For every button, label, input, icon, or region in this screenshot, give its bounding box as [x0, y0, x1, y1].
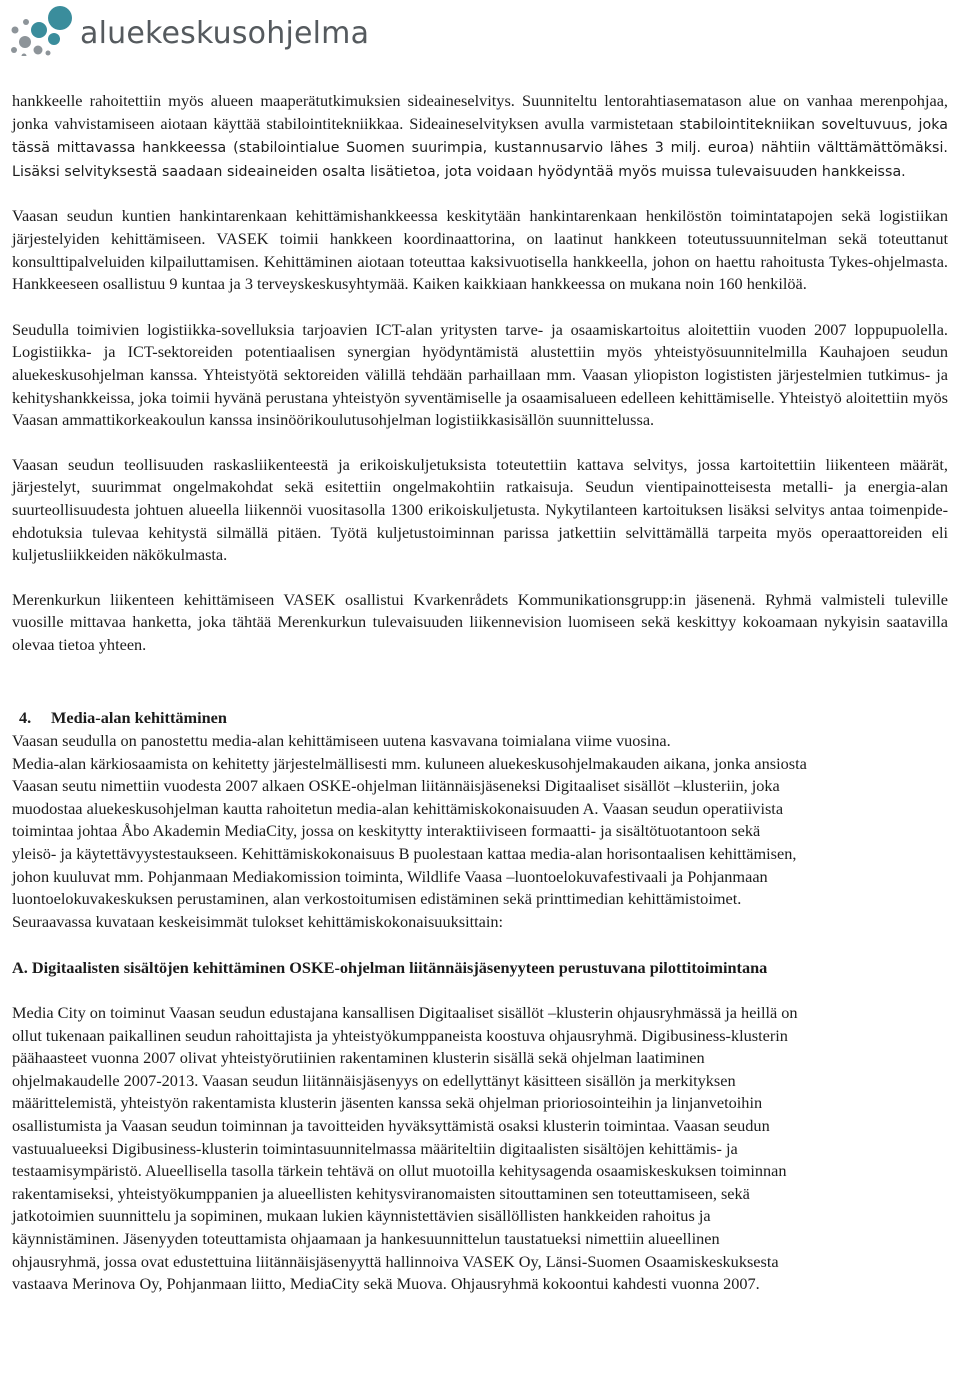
section-4-line: Vaasan seudulla on panostettu media-alan kehittämiseen uutena kasvavana toimialana viime vuosina.	[12, 731, 671, 751]
paragraph-1-part-a: hankkeelle rahoitettiin myös alueen maaperätutkimuksien sideaineselvitys. Suunniteltu lentorahtiasematason alue on vanhaa merenpohjaa, jonka vahvistamiseen aiotaan käyttää stabilointitekniikkaa. Sideaineselvityksen avulla varmistetaan	[12, 91, 948, 133]
section-a-line: rakentamiseksi, yhteistyökumppanien ja alueellisten kehitysviranomaisten sitouttaminen sen toteuttamiseen, sekä	[12, 1183, 750, 1203]
paragraph-5: Merenkurkun liikenteen kehittämiseen VASEK osallistui Kvarkenrådets Kommunikationsgrupp:in jäsenenä. Ryhmä valmisteli tuleville vuosille mittavaa hanketta, joka tähtää Merenkurkun tulevaisuuden liikennevision luomiseen sekä keskittyy kokoamaan nykyisin saatavilla olevaa tietoa yhteen.	[12, 589, 948, 654]
section-4-line: Seuraavassa kuvataan keskeisimmät tulokset kehittämiskokonaisuuksittain:	[12, 911, 504, 931]
aluekeskusohjelma-logo	[10, 4, 369, 58]
section-a-line: käynnistäminen. Jäsenyyden toteuttamista ohjaamaan ja hankesuunnittelun taustatueksi nimettiin alueellinen	[12, 1228, 720, 1248]
section-a-text	[12, 1002, 948, 1296]
section-a-line: vastuualueeksi Digibusiness-klusterin toimintasuunnitelmassa määriteltiin digitaalisten sisältöjen kehittämis- ja	[12, 1138, 738, 1158]
section-a-line: ohjelmakaudelle 2007-2013. Vaasan seudun liitännäisjäsenyys on edellyttänyt käsitteen sisällön ja merkityksen	[12, 1070, 736, 1090]
section-a-line: päähaasteet vuonna 2007 olivat yhteistyörutiinien rakentaminen klusterin sisällä sekä ohjelman laatiminen	[12, 1048, 705, 1068]
paragraph-3: Seudulla toimivien logistiikka-sovelluksia tarjoavien ICT-alan yritysten tarve- ja osaamiskartoitus aloitettiin vuoden 2007 loppupuolella. Logistiikka- ja ICT-sektoreiden potentiaalisen synergian hyödyntämistä alustettiin myös yhteistyösuunnitelmilla Kauhajoen seudun aluekeskusohjelman kanssa. Yhteistyötä sektoreiden välillä tehdään parhaillaan mm. Vaasan yliopiston logististen järjestelmien tutkimus- ja kehityshankkeissa, joka toimii hyvänä perustana yhteistyön syventämiselle ja osaamisalueen edelleen kehittämiselle. Yhteistyö aloitettiin myös Vaasan ammattikorkeakoulun kanssa insinöörikoulutusohjelman logistiikkasisällön suunnittelussa.	[12, 319, 948, 430]
paragraph-4: Vaasan seudun teollisuuden raskasliikenteestä ja erikoiskuljetuksista toteutettiin kattava selvitys, jossa kartoitettiin liikenteen määrät, järjestelyt, suurimmat ongelmakohdat sekä esitettiin ongelmakohtiin ratkaisuja. Seudun vientipainotteisesta metalli- ja energia-alan suurteollisuudesta johtuen alueella liikennöi vuositasolla 1300 erikoiskuljetusta. Nykytilanteen kartoituksen lisäksi selvitys antaa toimenpide-ehdotuksia tulevaa kehitystä silmällä pitäen. Työtä kuljetustoiminnan parissa jatkettiin selvittämällä tarpeita myös operaattoreiden eli kuljetusliikkeiden näkökulmasta.	[12, 454, 948, 565]
section-4-line: Vaasan seutu nimettiin vuodesta 2007 alkaen OSKE-ohjelman liitännäisjäseneksi Digitaaliset sisällöt –klusteriin, joka	[12, 776, 780, 796]
paragraph-1	[12, 90, 948, 183]
section-a-heading: A. Digitaalisten sisältöjen kehittäminen OSKE-ohjelman liitännäisjäsenyyteen perustuvana pilottitoimintana	[12, 958, 768, 978]
paragraph-2: Vaasan seudun kuntien hankintarenkaan kehittämishankkeessa keskitytään hankintarenkaan henkilöstön toimintatapojen sekä logistiikan järjestelyiden kehittämiseen. VASEK toimii hankkeen koordinaattorina, on laatinut hankkeen toteutussuunnitelman sekä toteuttanut konsulttipalveluiden kilpailuttamisen. Kehittäminen aiotaan toteuttaa kaksivuotisella hankkeella, johon on haettu rahoitusta Tykes-ohjelmasta. Hankkeeseen osallistuu 9 kuntaa ja 3 terveyskeskusyhtymää. Kaiken kaikkiaan hankkeessa on mukana noin 160 henkilöä.	[12, 206, 948, 294]
paragraph-1-part-b: stabilointitekniikan soveltuvuus, joka tässä mittavassa hankkeessa (stabilointialue Suomen suurimpia, kustannusarvio lähes 3 milj. euroa) nähtiin välttämättömäksi. Lisäksi selvityksestä saadaan sideaineiden osalta lisätietoa, jota voidaan hyödyntää myös muissa tulevaisuuden hankkeissa.	[12, 116, 948, 180]
section-4-line: toimintaa johtaa Åbo Akademin MediaCity, jossa on keskitytty interaktiiviseen formaatti- ja sisältötuotantoon sekä	[12, 821, 761, 841]
document-body	[12, 90, 948, 1296]
section-4-text	[12, 730, 948, 933]
section-a-line: ollut tukenaan paikallinen seudun rahoittajista ja yhteistyökumppaneista koostuva ohjausryhmä. Digibusiness-klusterin	[12, 1025, 788, 1045]
section-4-line: johon kuuluvat mm. Pohjanmaan Mediakomission toiminta, Wildlife Vaasa –luontoelokuvafestivaali ja Pohjanmaan	[12, 866, 768, 886]
section-4-line: yleisö- ja käytettävyystestaukseen. Kehittämiskokonaisuus B puolestaan kattaa media-alan horisontaalisen kehittämisen,	[12, 844, 797, 864]
section-4-line: luontoelokuvakeskuksen perustaminen, alan verkostoitumisen edistäminen sekä printtimedian kehittämistoimet.	[12, 889, 742, 909]
section-4-title: Media-alan kehittäminen	[51, 708, 227, 728]
section-a-line: vastaava Merinova Oy, Pohjanmaan liitto, MediaCity sekä Muova. Ohjausryhmä kokoontui kahdesti vuonna 2007.	[12, 1274, 760, 1294]
logo-text: aluekeskusohjelma	[80, 15, 370, 51]
section-4-number: 4.	[19, 708, 32, 728]
section-a-line: määrittelemistä, yhteistyön rakentamista klusterin jäsenten kanssa sekä ohjelman prioriosointeihin ja linjanvetoihin	[12, 1093, 763, 1113]
section-a-line: osallistumista ja Vaasan seudun toiminnan ja tavoitteiden hyväksyttämistä osaksi klusterin toimintaa. Vaasan seudun	[12, 1115, 770, 1135]
section-a-line: Media City on toiminut Vaasan seudun edustajana kansallisen Digitaaliset sisällöt –klusterin ohjausryhmässä ja heillä on	[12, 1003, 798, 1022]
logo-dots-icon	[10, 6, 72, 56]
section-4-line: muodostaa aluekeskusohjelman kautta rahoitetun media-alan kehittämiskokonaisuuden A. Vaasan seudun operatiivista	[12, 798, 784, 818]
section-a-line: jatkotoimien suunnittelu ja sopiminen, mukaan lukien käynnistettävien sisällöllisten hankkeiden rahoitus ja	[12, 1206, 711, 1226]
section-4-line: Media-alan kärkiosaamista on kehitetty järjestelmällisesti mm. kuluneen aluekeskusohjelmakauden aikana, jonka ansiosta	[12, 753, 807, 773]
section-4-heading	[12, 707, 948, 730]
section-a-line: testaamisympäristö. Alueellisella tasolla tärkein tehtävä on ollut muotoilla kehitysagenda osaamiskeskuksen toiminnan	[12, 1161, 787, 1181]
section-a-line: ohjausryhmä, jossa ovat edustettuina liitännäisjäsenyyttä hallinnoiva VASEK Oy, Länsi-Suomen Osaamiskeskuksesta	[12, 1251, 779, 1271]
